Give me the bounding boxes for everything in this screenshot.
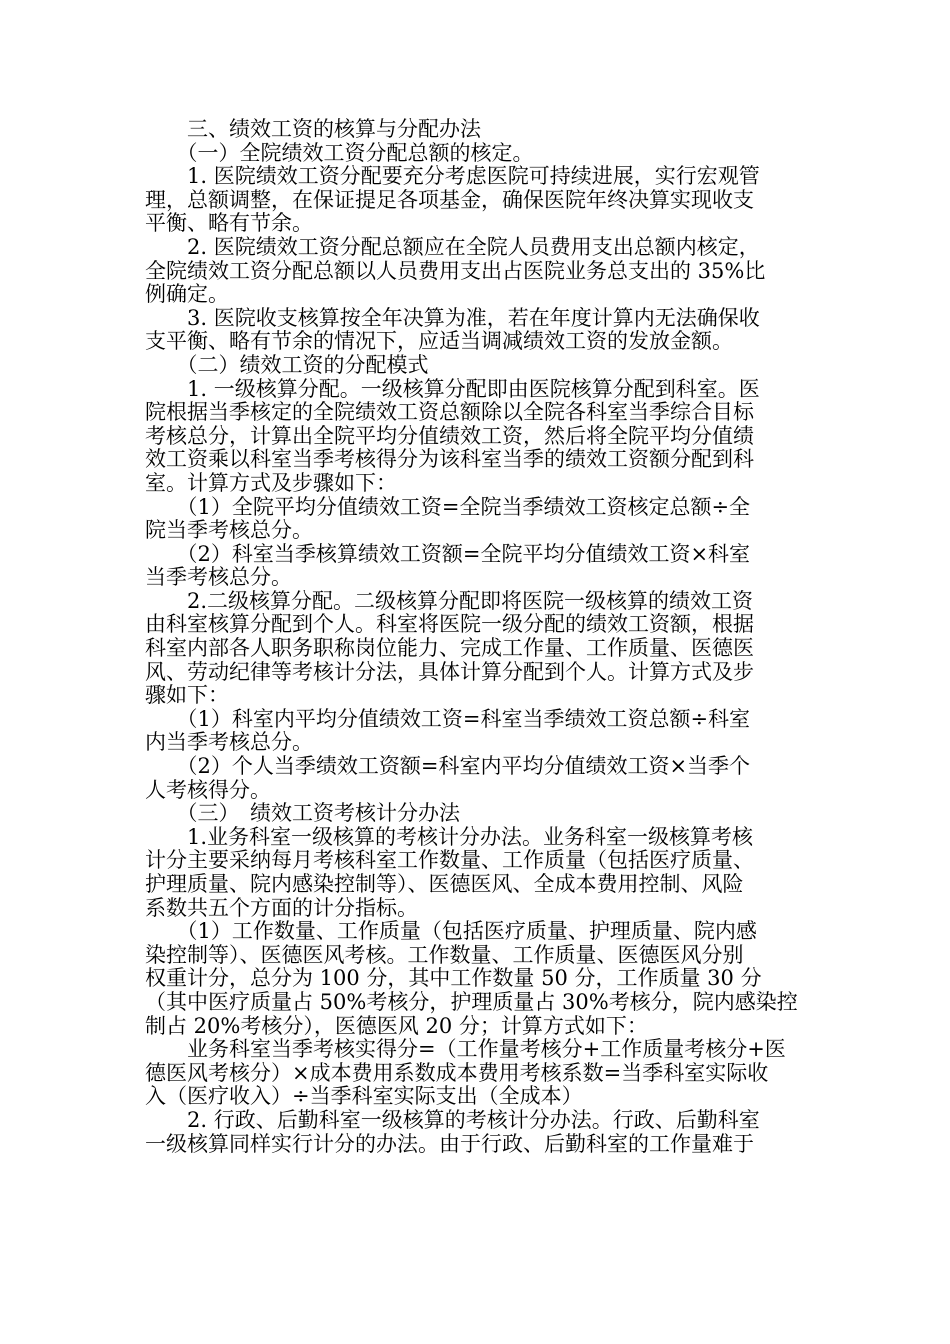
text-line: 例确定。 <box>145 282 229 307</box>
text-line: 由科室核算分配到个人。科室将医院一级分配的绩效工资额，根据 <box>145 612 754 637</box>
text-line: 科室内部各人职务职称岗位能力、完成工作量、工作质量、医德医 <box>145 636 754 661</box>
text-line: （三） 绩效工资考核计分办法 <box>145 801 460 826</box>
text-line: 当季考核总分。 <box>145 565 292 590</box>
text-line: 院当季考核总分。 <box>145 518 313 543</box>
text-line: （1）科室内平均分值绩效工资=科室当季绩效工资总额÷科室 <box>145 706 751 731</box>
text-line: 系数共五个方面的计分指标。 <box>145 895 418 920</box>
text-line: 染控制等）、医德医风考核。工作数量、工作质量、医德医风分别 <box>145 942 744 967</box>
text-line: 三、绩效工资的核算与分配办法 <box>145 117 481 141</box>
text-line: （1）工作数量、工作质量（包括医疗质量、护理质量、院内感 <box>145 919 757 944</box>
text-line: 3. 医院收支核算按全年决算为准，若在年度计算内无法确保收 <box>145 305 760 330</box>
text-line: 考核总分，计算出全院平均分值绩效工资，然后将全院平均分值绩 <box>145 423 754 448</box>
text-line: 制占 20%考核分），医德医风 20 分；计算方式如下： <box>145 1013 648 1038</box>
text-line: 业务科室当季考核实得分=（工作量考核分+工作质量考核分+医 <box>145 1037 786 1062</box>
text-line: 德医风考核分）×成本费用系数成本费用考核系数=当季科室实际收 <box>145 1060 769 1085</box>
text-line: 风、劳动纪律等考核计分法，具体计算分配到个人。计算方式及步 <box>145 659 754 684</box>
text-line: 支平衡、略有节余的情况下，应适当调减绩效工资的发放金额。 <box>145 329 733 354</box>
text-line: （一）全院绩效工资分配总额的核定。 <box>145 140 534 165</box>
text-line: （2）科室当季核算绩效工资额=全院平均分值绩效工资×科室 <box>145 541 751 566</box>
text-line: 骤如下： <box>145 683 229 708</box>
text-line: 权重计分，总分为 100 分，其中工作数量 50 分，工作质量 30 分 <box>145 966 762 991</box>
text-line: （1）全院平均分值绩效工资=全院当季绩效工资核定总额÷全 <box>145 494 751 519</box>
text-line: 2. 医院绩效工资分配总额应在全院人员费用支出总额内核定， <box>145 234 760 259</box>
text-line: 1. 一级核算分配。一级核算分配即由医院核算分配到科室。医 <box>145 376 760 401</box>
text-line: 一级核算同样实行计分的办法。由于行政、后勤科室的工作量难于 <box>145 1131 754 1156</box>
text-line: 院根据当季核定的全院绩效工资总额除以全院各科室当季综合目标 <box>145 400 754 425</box>
text-line: 1. 医院绩效工资分配要充分考虑医院可持续进展，实行宏观管 <box>145 164 760 189</box>
text-line: 护理质量、院内感染控制等）、医德医风、全成本费用控制、风险 <box>145 872 744 896</box>
text-line: 计分主要采纳每月考核科室工作数量、工作质量（包括医疗质量、 <box>145 848 754 873</box>
text-line: （二）绩效工资的分配模式 <box>145 352 429 377</box>
text-line: 2.二级核算分配。二级核算分配即将医院一级核算的绩效工资 <box>145 588 754 613</box>
text-line: 1.业务科室一级核算的考核计分办法。业务科室一级核算考核 <box>145 824 754 849</box>
text-line: 平衡、略有节余。 <box>145 211 313 236</box>
text-line: 室。计算方式及步骤如下： <box>145 470 397 495</box>
document-body <box>145 118 810 1156</box>
text-line: 内当季考核总分。 <box>145 730 313 755</box>
text-line: 人考核得分。 <box>145 777 271 802</box>
text-line: （2）个人当季绩效工资额=科室内平均分值绩效工资×当季个 <box>145 754 751 779</box>
text-line: 效工资乘以科室当季考核得分为该科室当季的绩效工资额分配到科 <box>145 447 754 472</box>
text-line: 入（医疗收入）÷当季科室实际支出（全成本） <box>145 1084 583 1109</box>
text-line: 理，总额调整，在保证提足各项基金，确保医院年终决算实现收支 <box>145 187 754 212</box>
text-line: 2. 行政、后勤科室一级核算的考核计分办法。行政、后勤科室 <box>145 1107 760 1132</box>
text-line: 全院绩效工资分配总额以人员费用支出占医院业务总支出的 35%比 <box>145 258 766 283</box>
text-line: （其中医疗质量占 50%考核分，护理质量占 30%考核分，院内感染控 <box>145 989 798 1014</box>
